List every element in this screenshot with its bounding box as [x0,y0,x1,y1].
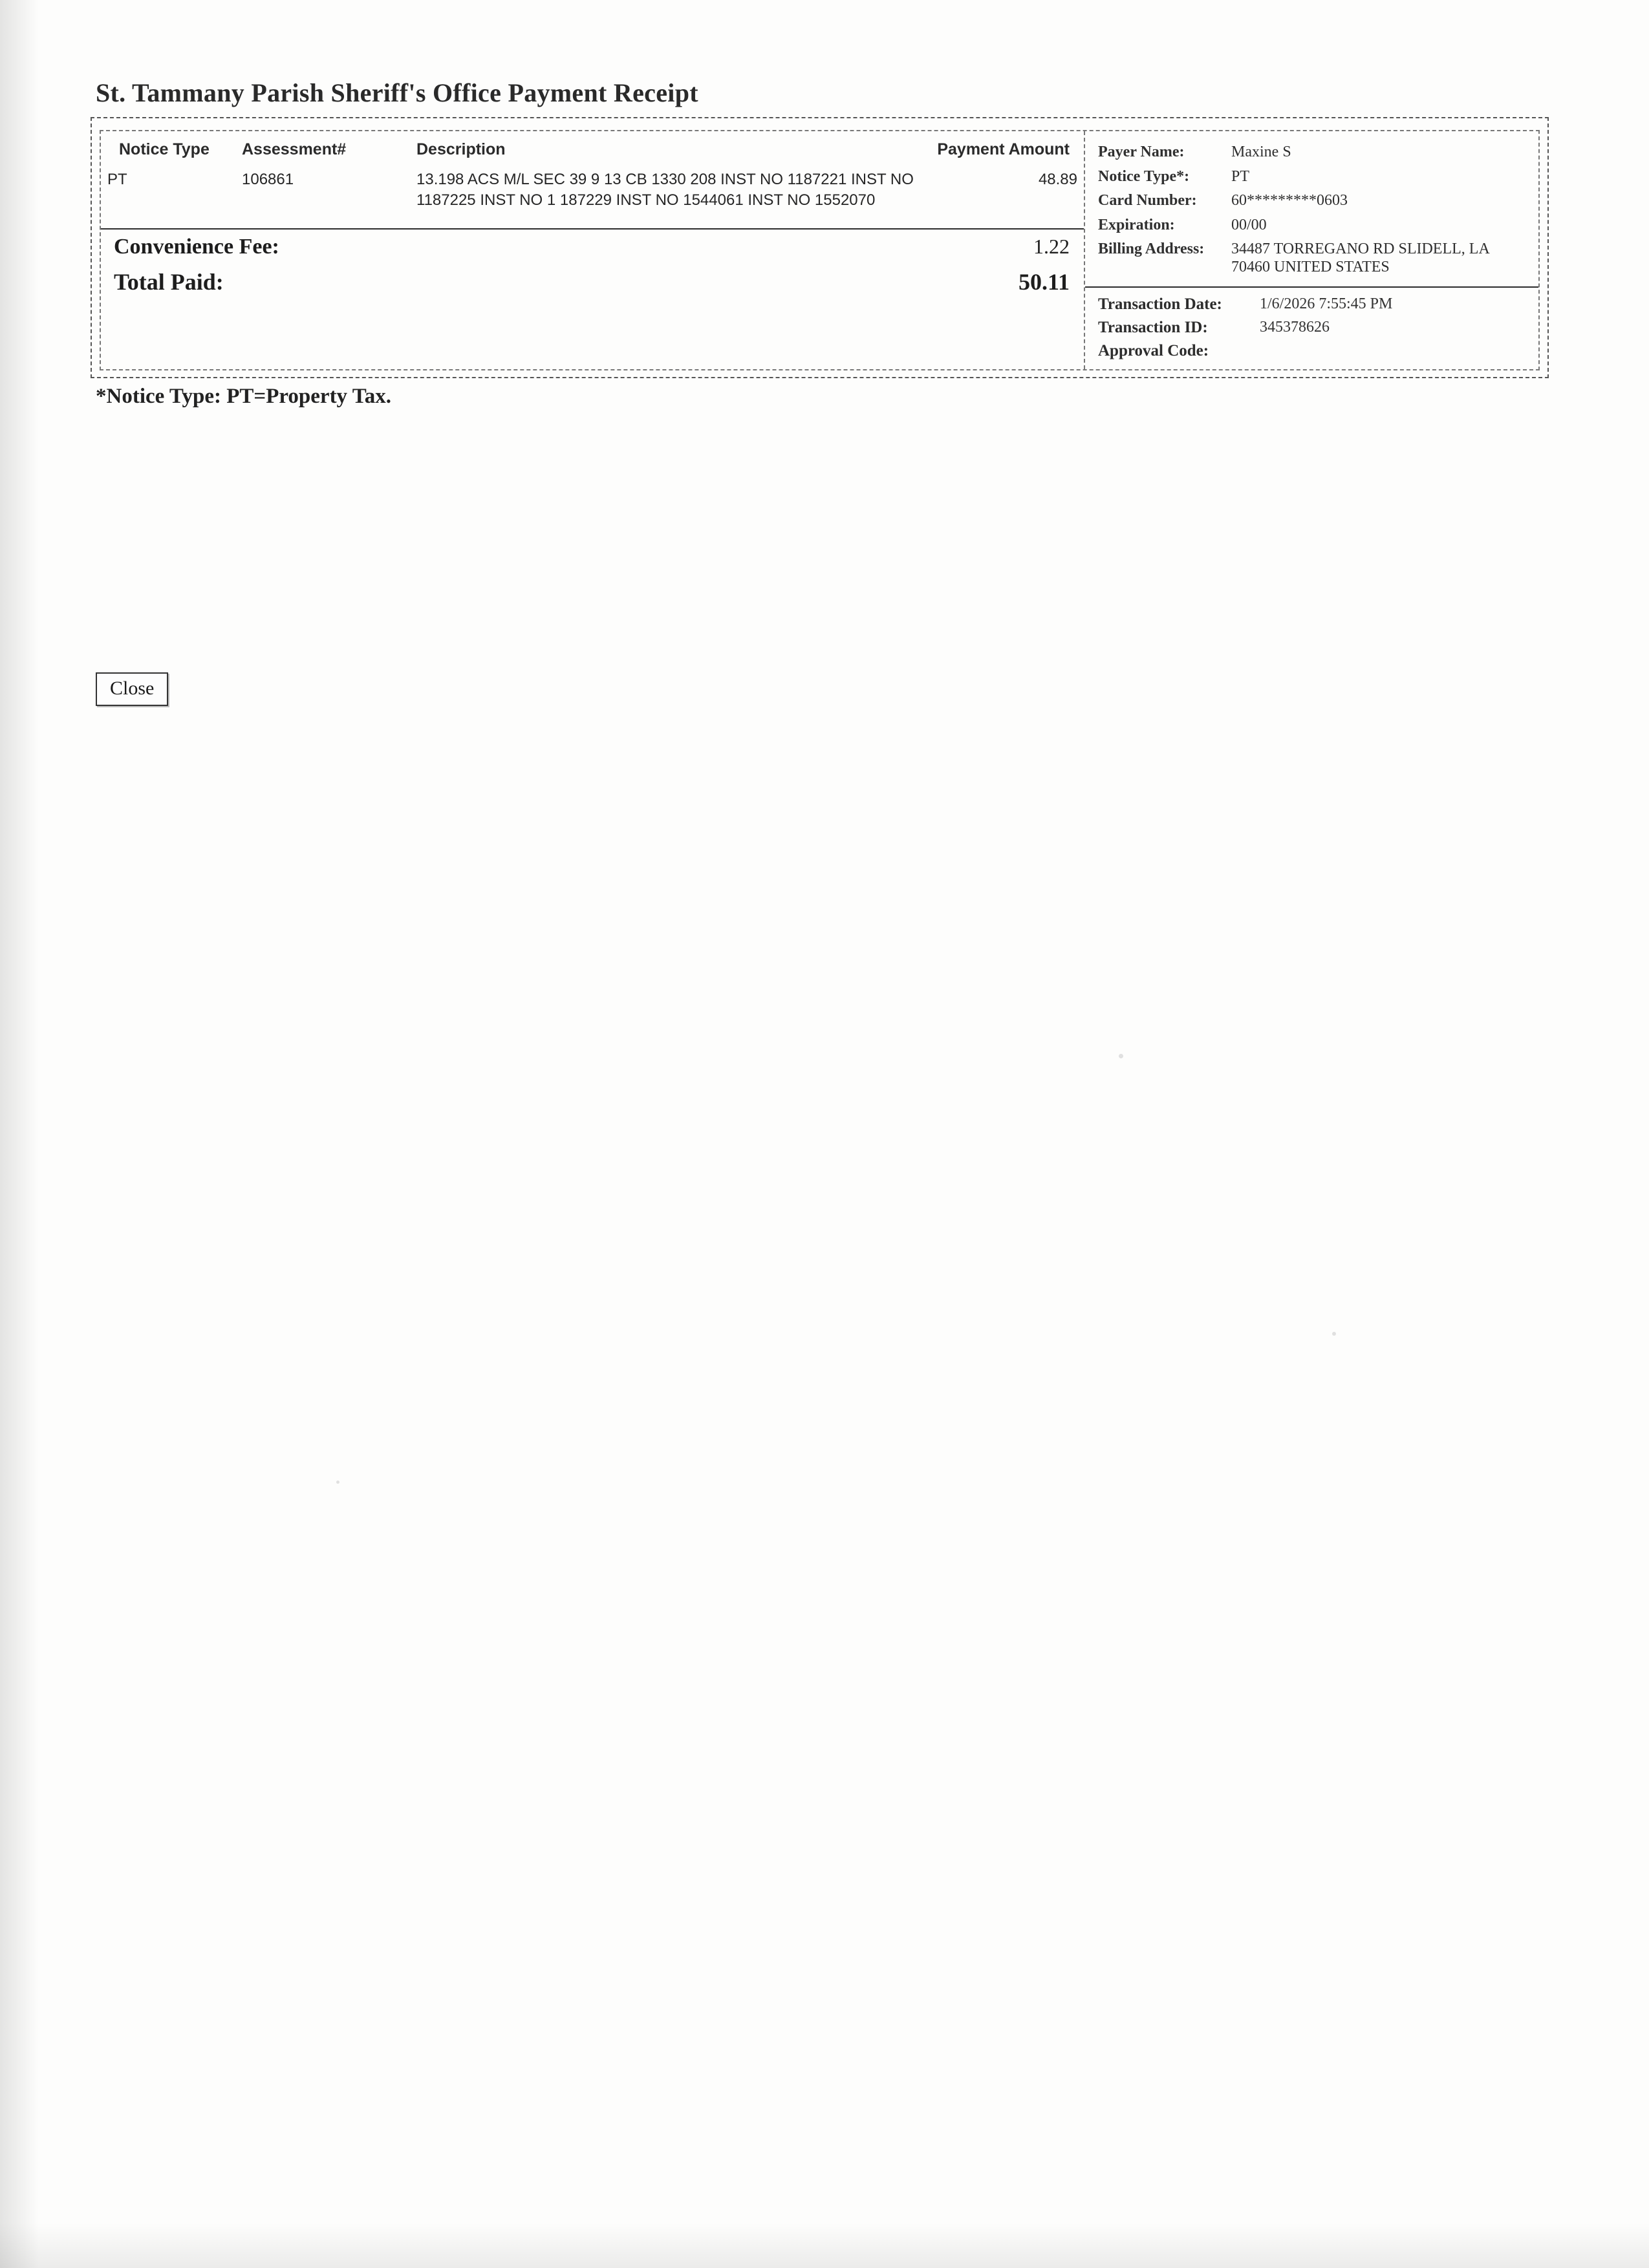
approval-code-value [1260,339,1529,363]
transaction-date-value: 1/6/2026 7:55:45 PM [1260,295,1393,312]
card-number-label: Card Number: [1098,192,1197,209]
page-title: St. Tammany Parish Sheriff's Office Payment Receipt [96,78,698,107]
total-paid-value: 50.11 [1018,268,1070,295]
transaction-id-value: 345378626 [1260,318,1330,336]
receipt-outer-border [91,117,1549,378]
convenience-fee-row [101,230,1084,263]
card-number-value: 60*********0603 [1231,192,1348,209]
scan-speck [336,1481,339,1484]
column-header-payment-amount: Payment Amount [937,140,1070,158]
transaction-id-label: Transaction ID: [1098,318,1208,336]
close-button[interactable]: Close [96,672,168,706]
expiration-label: Expiration: [1098,216,1175,233]
payer-notice-type-label: Notice Type*: [1098,167,1190,185]
payer-name-label: Payer Name: [1098,144,1185,160]
payer-details [1085,136,1538,283]
table-header-row [101,131,1084,166]
receipt-body [101,131,1538,369]
column-header-description: Description [416,140,506,158]
cell-notice-type: PT [107,170,127,188]
payment-receipt [91,78,1549,409]
scan-edge-shadow-bottom [0,2223,1649,2268]
line-items-table [101,131,1084,228]
convenience-fee-value: 1.22 [1033,234,1070,258]
approval-code-label: Approval Code: [1098,341,1209,359]
transaction-details [1085,288,1538,369]
column-header-notice-type: Notice Type [119,140,210,158]
payer-name-value: Maxine S [1231,144,1291,160]
totals-section [101,228,1084,299]
cell-description: 13.198 ACS M/L SEC 39 9 13 CB 1330 208 INST NO 1187221 INST NO 1187225 INST NO 1 187229 INST NO 1544061 INST NO 1552070 [416,170,914,209]
cell-amount: 48.89 [1038,170,1077,188]
line-items-section [101,131,1085,369]
column-header-assessment: Assessment# [242,140,347,158]
payer-section [1085,131,1538,369]
billing-address-value: 34487 TORREGANO RD SLIDELL, LA 70460 UNITED STATES [1231,241,1489,275]
scan-edge-shadow-left [0,0,39,2268]
billing-address-label: Billing Address: [1098,241,1205,258]
payer-notice-type-value: PT [1231,167,1250,185]
cell-assessment: 106861 [242,170,294,188]
convenience-fee-label: Convenience Fee: [114,234,279,259]
close-button-wrapper [96,672,168,706]
scan-speck [1119,1054,1123,1058]
receipt-inner-border [100,130,1540,370]
scan-speck [1332,1332,1336,1336]
notice-type-footnote: *Notice Type: PT=Property Tax. [96,384,391,408]
total-paid-row [101,263,1084,299]
expiration-value: 00/00 [1231,216,1267,233]
table-row [101,166,1084,228]
total-paid-label: Total Paid: [114,268,224,295]
transaction-date-label: Transaction Date: [1098,295,1222,313]
